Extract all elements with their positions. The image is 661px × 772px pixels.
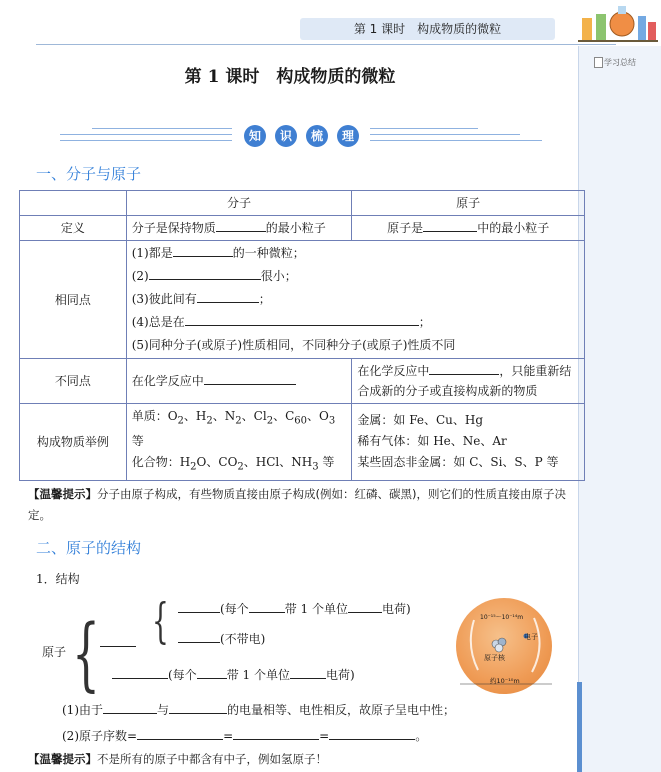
cell-text: 化合物：H [131, 455, 191, 470]
banner-char: 梳 [306, 125, 328, 147]
cell-similarities [126, 241, 584, 359]
cell-molecule-definition [126, 216, 352, 241]
fill-blank[interactable] [348, 599, 382, 613]
banner-char: 知 [244, 125, 266, 147]
row-label: 不同点 [20, 359, 127, 404]
cell-text: (4)总是在 [131, 315, 185, 329]
fill-blank-nucleus[interactable] [100, 633, 136, 647]
similarity-line [132, 265, 579, 288]
figure-nucleus-label: 原子核 [484, 654, 505, 662]
fill-blank[interactable] [185, 312, 419, 326]
table-row-similarities [20, 241, 585, 359]
fill-blank[interactable] [249, 599, 285, 613]
sidebar-label[interactable]: 学习总结 [604, 58, 636, 67]
cell-molecule-difference [126, 359, 352, 404]
cell-text: 电荷) [325, 668, 355, 682]
fill-blank[interactable] [204, 371, 296, 385]
similarity-line [132, 288, 579, 311]
right-sidebar [578, 46, 661, 772]
cell-text: 很小； [260, 269, 297, 283]
cell-text: 的一种微粒； [232, 246, 305, 260]
figure-electron-label: 电子 [524, 633, 538, 641]
fill-blank[interactable] [290, 665, 326, 679]
tip-text: 分子由原子构成，有些物质直接由原子构成(例如：红磷、碳黑)，则它们的性质直接由原子决定。 [28, 487, 566, 522]
cell-text: 原子是 [387, 221, 424, 235]
cell-atom-examples [352, 404, 585, 481]
tip-tag: 【温馨提示】 [28, 752, 97, 766]
cell-text: (每个 [168, 668, 197, 682]
banner-line-left-1 [92, 128, 232, 129]
cell-text: ，只能重新结合成新的分子或直接构成新的物质 [357, 364, 572, 398]
figure-size-label: 10⁻¹⁵～10⁻¹⁴m [480, 614, 524, 621]
table-header-row [20, 191, 585, 216]
banner-line-left-2 [60, 134, 232, 135]
example-line-noble-gases: 稀有气体：如 He、Ne、Ar [357, 434, 507, 449]
cell-text: 分子是保持物质 [131, 221, 216, 235]
cell-text: (每个 [220, 602, 249, 616]
example-line-metals: 金属：如 Fe、Cu、Hg [357, 413, 484, 428]
fill-blank[interactable] [233, 726, 319, 740]
cell-text: (不带电) [220, 632, 266, 646]
cell-text: 的最小粒子 [265, 221, 326, 235]
cell-atom-definition [352, 216, 585, 241]
fill-blank[interactable] [197, 665, 227, 679]
column-header-atom: 原子 [352, 191, 585, 216]
fill-blank[interactable] [329, 726, 415, 740]
banner-line-right-3 [370, 140, 542, 141]
tip-box-1 [28, 484, 568, 526]
fill-blank[interactable] [103, 700, 157, 714]
example-line-compounds: 化合物：$H_2O$、$CO_2$、HCl、$NH_3$ 等 [131, 455, 335, 473]
note-atomic-number [62, 726, 427, 744]
fill-blank[interactable] [149, 266, 261, 280]
fill-blank[interactable] [423, 218, 477, 232]
row-label: 相同点 [20, 241, 127, 359]
fill-blank[interactable] [173, 243, 233, 257]
table-row-examples [20, 404, 585, 481]
cell-text: ； [258, 292, 271, 306]
cell-text: 中的最小粒子 [477, 221, 550, 235]
structure-line-electron [112, 665, 355, 683]
table-corner-cell [20, 191, 127, 216]
header-divider [36, 44, 616, 45]
cell-text: 。 [415, 729, 428, 743]
cell-text: 的电量相等、电性相反，故原子呈电中性； [227, 703, 456, 717]
figure-diameter-label: 约10⁻¹⁰m [490, 677, 520, 685]
cell-text: 带 1 个单位 [226, 668, 290, 682]
cell-text: 在化学反应中 [357, 364, 430, 378]
cell-text: (1)都是 [131, 246, 173, 260]
similarity-line: (5)同种分子(或原子)性质相同，不同种分子(或原子)性质不同 [131, 338, 456, 352]
tip-tag: 【温馨提示】 [28, 487, 97, 501]
fill-blank[interactable] [429, 361, 499, 375]
cell-text: (2) [131, 269, 149, 283]
notebook-icon [594, 57, 603, 68]
table-row-differences [20, 359, 585, 404]
structure-subheading: 1．结构 [36, 572, 80, 586]
fill-blank[interactable] [216, 218, 266, 232]
fill-blank[interactable] [169, 700, 227, 714]
lab-equipment-icon [578, 4, 658, 44]
fill-blank[interactable] [178, 599, 220, 613]
cell-molecule-examples [126, 404, 352, 481]
fill-blank[interactable] [197, 289, 259, 303]
banner-char: 识 [275, 125, 297, 147]
row-label: 定义 [20, 216, 127, 241]
banner-char: 理 [337, 125, 359, 147]
similarity-line [132, 242, 579, 265]
cell-text: ； [418, 315, 431, 329]
cell-text: 电荷) [381, 602, 411, 616]
row-label: 构成物质举例 [20, 404, 127, 481]
cell-atom-difference [352, 359, 585, 404]
fill-blank[interactable] [137, 726, 223, 740]
fill-blank[interactable] [112, 665, 168, 679]
fill-blank[interactable] [178, 629, 220, 643]
cell-text: (1)由于 [62, 703, 103, 717]
scrollbar-thumb[interactable] [577, 682, 582, 772]
cell-text: 与 [157, 703, 170, 717]
cell-text: = [319, 729, 330, 743]
cell-text: = [223, 729, 234, 743]
banner-line-right-2 [370, 134, 520, 135]
cell-text: 单质：O [131, 409, 178, 423]
table-row-definition [20, 216, 585, 241]
section-heading-molecules-atoms: 一、分子与原子 [36, 165, 142, 183]
banner-line-left-3 [60, 140, 232, 141]
example-line-elements: 单质：$O_2$、$H_2$、$N_2$、$Cl_2$、$C_{60}$、$O_3$ 等 [131, 409, 336, 449]
page-title: 第 1 课时 构成物质的微粒 [184, 67, 396, 87]
atom-label: 原子 [42, 645, 67, 659]
cell-text: (2)原子序数= [62, 729, 138, 743]
cell-text: 带 1 个单位 [284, 602, 348, 616]
banner-line-right-1 [370, 128, 478, 129]
section-heading-atomic-structure: 二、原子的结构 [36, 539, 142, 557]
outer-brace: { [72, 607, 100, 700]
note-neutrality [62, 700, 455, 718]
example-line-nonmetals: 某些固态非金属：如 C、Si、S、P 等 [357, 455, 559, 470]
cell-text: 在化学反应中 [131, 374, 204, 388]
column-header-molecule: 分子 [126, 191, 352, 216]
comparison-table [19, 190, 585, 481]
lesson-header-text: 第 1 课时 构成物质的微粒 [353, 22, 502, 36]
tip-text: 不是所有的原子中都含有中子，例如氢原子！ [97, 752, 327, 766]
inner-brace: { [152, 593, 169, 649]
tip-box-2 [28, 749, 568, 770]
structure-line-proton [178, 599, 411, 617]
similarity-line [132, 311, 579, 334]
cell-text: (3)彼此间有 [131, 292, 197, 306]
structure-line-neutron [178, 629, 265, 647]
